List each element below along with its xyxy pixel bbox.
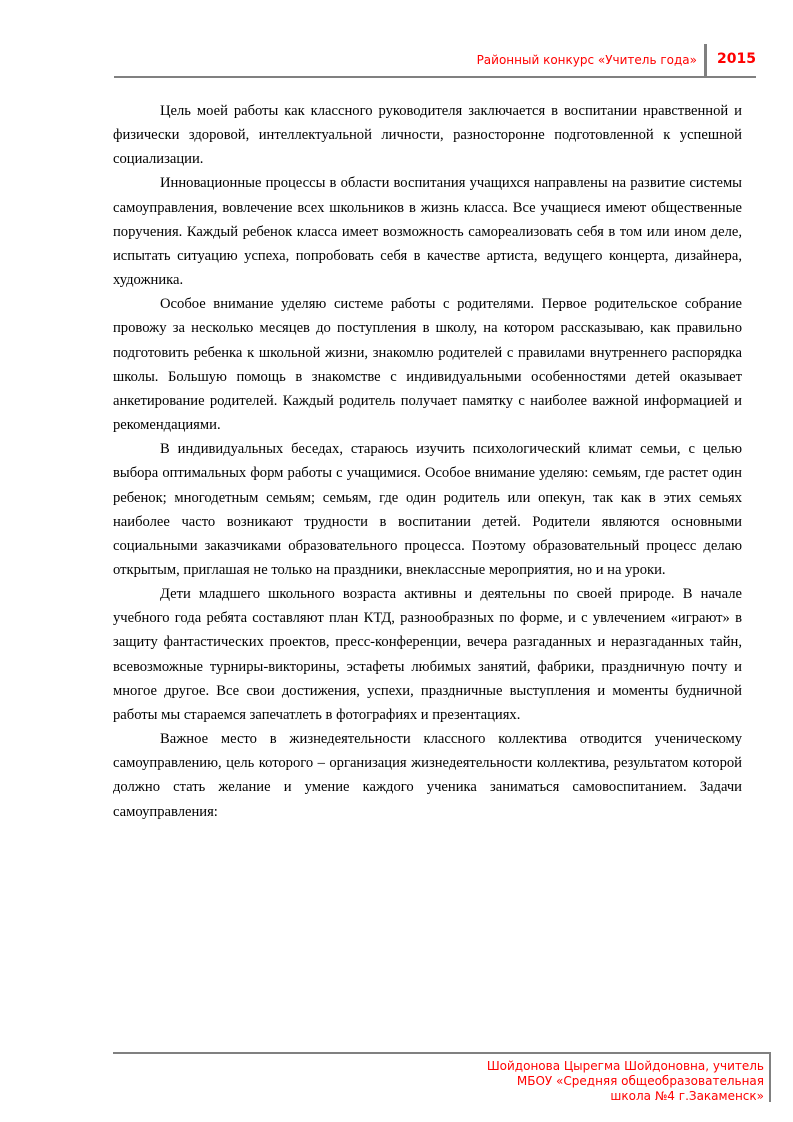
- footer-author-name: Шойдонова Цырегма Шойдоновна, учитель: [486, 1059, 764, 1073]
- paragraph-goal: Цель моей работы как классного руководителя заключается в воспитании нравственной и физически здоровой, интеллектуальной личности, разносторонне подготовленной к успешной социализации.: [113, 103, 742, 168]
- footer-divider: [769, 1052, 771, 1102]
- footer-school-line2: школа №4 г.Закаменск»: [610, 1089, 764, 1103]
- paragraph-self-government: Важное место в жизнедеятельности классного коллектива отводится ученическому самоуправлению, цель которого – организация жизнедеятельности коллектива, результатом которой должно стать желание и умение каждого ученика заниматься самовоспитанием. Задачи самоуправления:: [113, 731, 742, 820]
- footer-author: [487, 1059, 764, 1104]
- paragraph-innovation: Инновационные процессы в области воспитания учащихся направлены на развитие системы самоуправления, вовлечение всех школьников в жизнь класса. Все учащиеся имеют общественные поручения. Каждый ребенок класса имеет возможность самореализовать себя в том или ином деле, испытать ситуацию успеха, попробовать себя в качестве артиста, ведущего концерта, дизайнера, художника.: [113, 175, 742, 289]
- footer-school-line1: МБОУ «Средняя общеобразовательная: [516, 1074, 764, 1088]
- document-body: [113, 99, 742, 824]
- header-rule: [114, 76, 756, 78]
- header-year: 2015: [717, 51, 756, 67]
- paragraph-parents: Особое внимание уделяю системе работы с родителями. Первое родительское собрание провожу за несколько месяцев до поступления в школу, на котором рассказываю, как правильно подготовить ребенка к школьной жизни, знакомлю родителей с правилами внутреннего распорядка школы. Большую помощь в знакомстве с индивидуальными особенностями детей оказывает анкетирование родителей. Каждый родитель получает памятку с наиболее важной информацией и рекомендациями.: [113, 296, 742, 434]
- paragraph-individual-talks: В индивидуальных беседах, стараюсь изучить психологический климат семьи, с целью выбора оптимальных форм работы с учащимися. Особое внимание уделяю: семьям, где растет один ребенок; многодетным семьям; семьям, где один родитель или опекун, так как в этих семьях наиболее часто возникают трудности в воспитании детей. Родители являются основными социальными заказчиками образовательного процесса. Поэтому образовательный процесс делаю открытым, приглашая не только на праздники, внеклассные мероприятия, но и на уроки.: [113, 441, 742, 578]
- footer-rule: [113, 1052, 771, 1054]
- paragraph-children-activity: Дети младшего школьного возраста активны и деятельны по своей природе. В начале учебного года ребята составляют план КТД, разнообразных по форме, и с увлечением «играют» в защиту фантастических проектов, пресс-конференции, вечера разгаданных и неразгаданных тайн, всевозможные турниры-викторины, эстафеты любимых занятий, фабрики, праздничную почту и многое другое. Все свои достижения, успехи, праздничные выступления и моменты будничной работы мы стараемся запечатлеть в фотографиях и презентациях.: [113, 586, 742, 723]
- header-divider: [704, 44, 707, 78]
- header-title: Районный конкурс «Учитель года»: [476, 53, 697, 67]
